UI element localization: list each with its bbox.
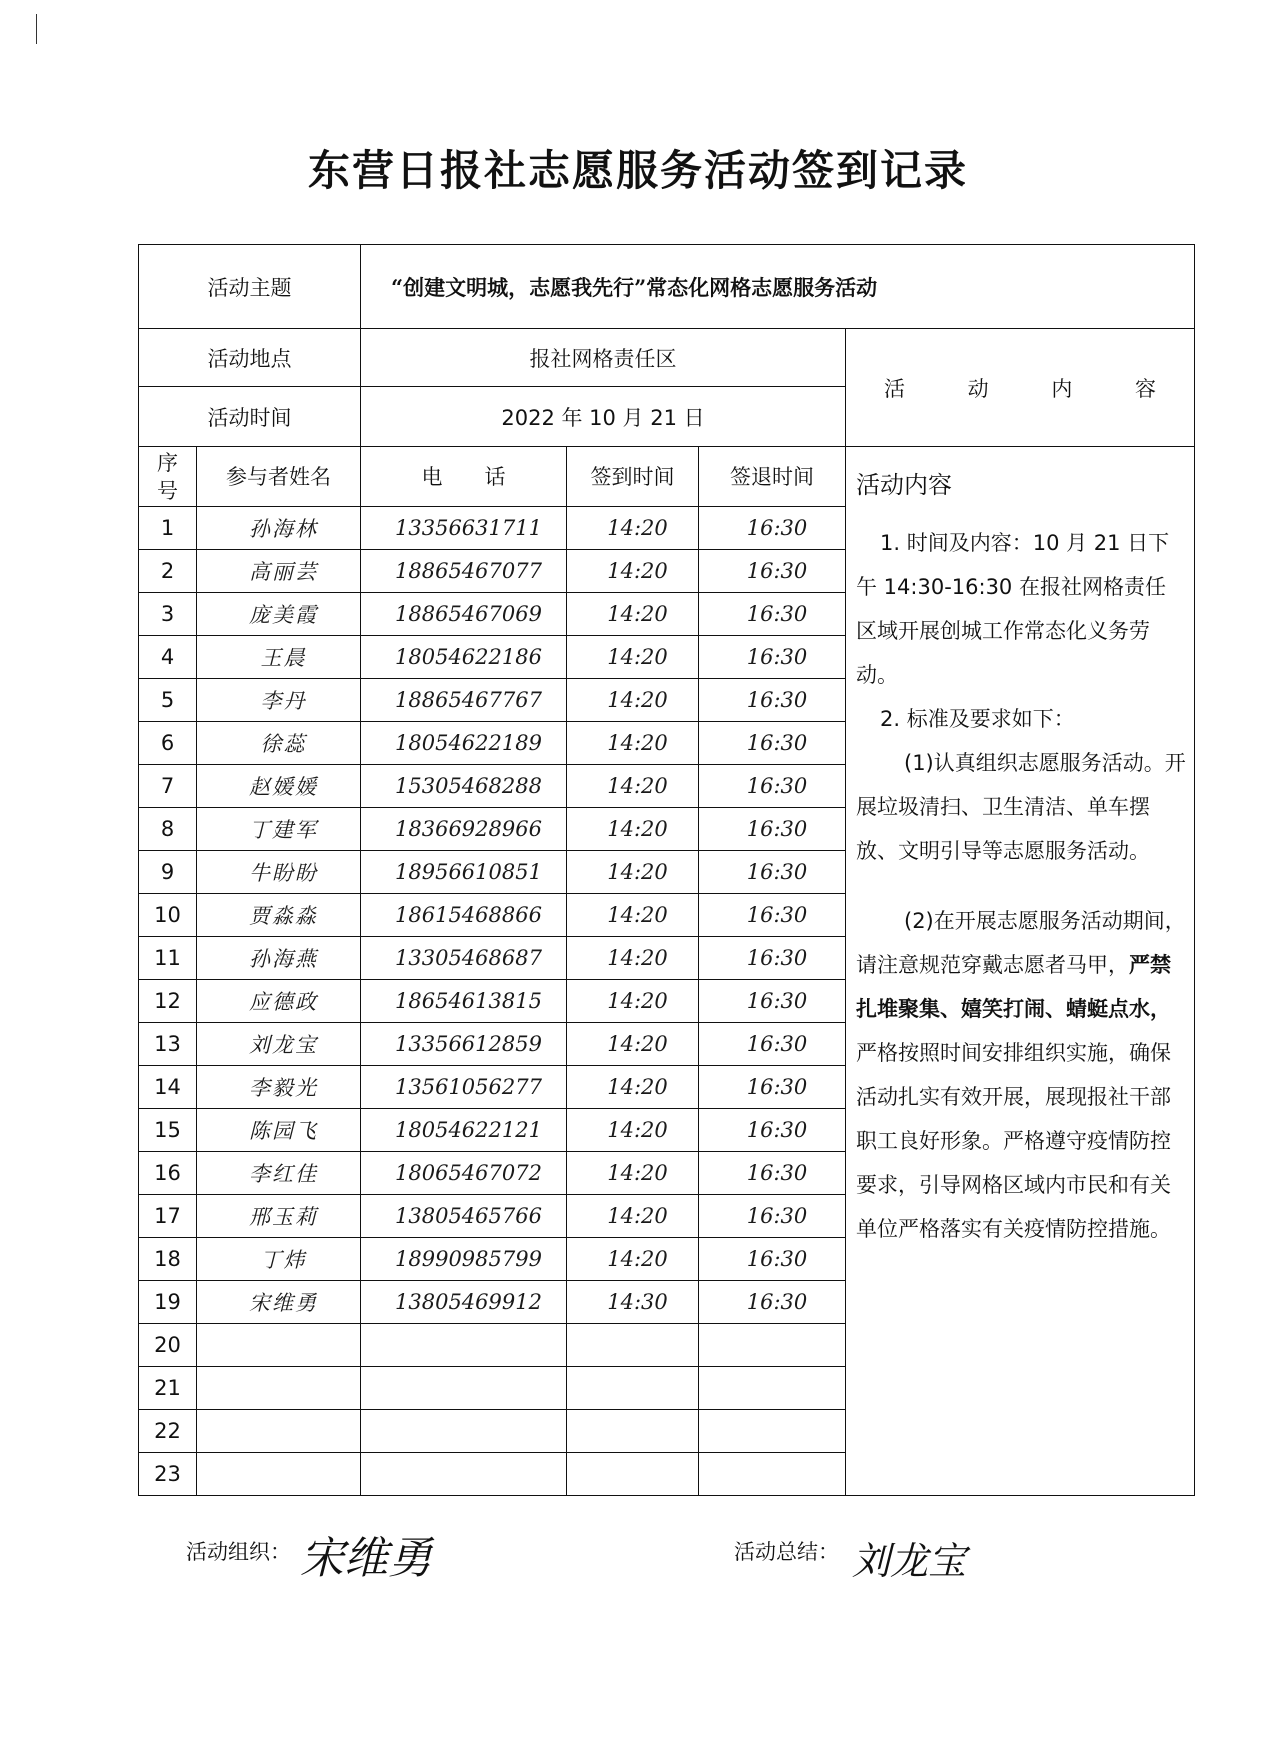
- row-checkin-cell: 14:20: [567, 1152, 699, 1195]
- row-name-cell: [197, 1410, 361, 1453]
- row-phone-cell: [361, 1410, 567, 1453]
- row-checkout-cell: [699, 1410, 846, 1453]
- row-checkout-cell: 16:30: [699, 1238, 846, 1281]
- row-checkin-cell: 14:20: [567, 808, 699, 851]
- organizer-signature: 宋维勇: [300, 1533, 432, 1584]
- row-seq-cell: 19: [139, 1281, 197, 1324]
- row-phone-cell: 18366928966: [361, 808, 567, 851]
- row-checkout-cell: 16:30: [699, 1023, 846, 1066]
- col-name-header: 参与者姓名: [197, 447, 361, 507]
- row-checkin-cell: [567, 1453, 699, 1496]
- content-paragraph-2: 2. 标准及要求如下：: [880, 707, 1075, 731]
- row-seq-cell: 18: [139, 1238, 197, 1281]
- content-paragraph-4: [856, 899, 1186, 1251]
- theme-value: “创建文明城，志愿我先行”常态化网格志愿服务活动: [361, 245, 1195, 329]
- row-seq-cell: 5: [139, 679, 197, 722]
- row-phone-cell: 15305468288: [361, 765, 567, 808]
- row-phone-cell: 13805465766: [361, 1195, 567, 1238]
- row-seq-cell: 17: [139, 1195, 197, 1238]
- row-name-cell: [197, 1453, 361, 1496]
- row-seq-cell: 16: [139, 1152, 197, 1195]
- row-checkin-cell: 14:20: [567, 1195, 699, 1238]
- row-name-cell: 李丹: [197, 679, 361, 722]
- theme-row: [139, 245, 1195, 329]
- summary-label: 活动总结：: [734, 1540, 839, 1564]
- theme-label: 活动主题: [139, 245, 361, 329]
- time-value: 2022 年 10 月 21 日: [361, 387, 846, 447]
- row-name-cell: [197, 1367, 361, 1410]
- row-name-cell: 牛盼盼: [197, 851, 361, 894]
- signin-table: [138, 244, 1195, 1496]
- row-seq-cell: 11: [139, 937, 197, 980]
- col-checkin-header: 签到时间: [567, 447, 699, 507]
- row-checkout-cell: 16:30: [699, 593, 846, 636]
- row-seq-cell: 20: [139, 1324, 197, 1367]
- row-checkin-cell: 14:20: [567, 722, 699, 765]
- row-checkin-cell: 14:20: [567, 1109, 699, 1152]
- row-checkout-cell: 16:30: [699, 550, 846, 593]
- row-checkin-cell: 14:20: [567, 636, 699, 679]
- location-label: 活动地点: [139, 329, 361, 387]
- row-phone-cell: 13805469912: [361, 1281, 567, 1324]
- row-checkout-cell: 16:30: [699, 980, 846, 1023]
- content-paragraph-4-bold: 严禁扎堆聚集、嬉笑打闹、蜻蜓点水，: [856, 952, 1171, 1021]
- row-phone-cell: [361, 1324, 567, 1367]
- row-seq-cell: 13: [139, 1023, 197, 1066]
- col-checkout-header: 签退时间: [699, 447, 846, 507]
- row-name-cell: 刘龙宝: [197, 1023, 361, 1066]
- row-checkout-cell: 16:30: [699, 679, 846, 722]
- row-name-cell: 丁建军: [197, 808, 361, 851]
- row-name-cell: [197, 1324, 361, 1367]
- page-title: 东营日报社志愿服务活动签到记录: [307, 146, 968, 195]
- row-checkout-cell: 16:30: [699, 1109, 846, 1152]
- row-checkin-cell: [567, 1410, 699, 1453]
- row-name-cell: 李红佳: [197, 1152, 361, 1195]
- row-phone-cell: 13356631711: [361, 507, 567, 550]
- row-checkin-cell: 14:20: [567, 507, 699, 550]
- column-header-row: [139, 447, 1195, 507]
- row-checkin-cell: 14:30: [567, 1281, 699, 1324]
- row-name-cell: 宋维勇: [197, 1281, 361, 1324]
- summary-signature: 刘龙宝: [852, 1539, 967, 1583]
- row-checkout-cell: 16:30: [699, 1152, 846, 1195]
- row-seq-cell: 22: [139, 1410, 197, 1453]
- row-checkout-cell: [699, 1453, 846, 1496]
- row-checkin-cell: 14:20: [567, 765, 699, 808]
- row-checkin-cell: 14:20: [567, 894, 699, 937]
- row-checkout-cell: [699, 1324, 846, 1367]
- row-checkout-cell: 16:30: [699, 808, 846, 851]
- row-checkout-cell: 16:30: [699, 1066, 846, 1109]
- row-phone-cell: [361, 1453, 567, 1496]
- activity-content: [846, 447, 1195, 1496]
- row-name-cell: 高丽芸: [197, 550, 361, 593]
- row-phone-cell: 18865467069: [361, 593, 567, 636]
- row-seq-cell: 1: [139, 507, 197, 550]
- row-checkin-cell: [567, 1367, 699, 1410]
- col-phone-header: 电 话: [361, 447, 567, 507]
- row-checkout-cell: 16:30: [699, 636, 846, 679]
- row-phone-cell: [361, 1367, 567, 1410]
- row-name-cell: 徐蕊: [197, 722, 361, 765]
- row-phone-cell: 18956610851: [361, 851, 567, 894]
- row-checkin-cell: 14:20: [567, 937, 699, 980]
- row-phone-cell: 18615468866: [361, 894, 567, 937]
- row-checkout-cell: 16:30: [699, 937, 846, 980]
- row-phone-cell: 18054622186: [361, 636, 567, 679]
- content-paragraph-3: (1)认真组织志愿服务活动。开展垃圾清扫、卫生清洁、单车摆放、文明引导等志愿服务活动。: [856, 751, 1186, 863]
- row-seq-cell: 10: [139, 894, 197, 937]
- row-checkout-cell: 16:30: [699, 851, 846, 894]
- scan-corner-mark: [36, 14, 37, 44]
- row-checkout-cell: [699, 1367, 846, 1410]
- row-phone-cell: 18654613815: [361, 980, 567, 1023]
- row-phone-cell: 18865467767: [361, 679, 567, 722]
- row-seq-cell: 23: [139, 1453, 197, 1496]
- row-seq-cell: 8: [139, 808, 197, 851]
- row-name-cell: 陈园飞: [197, 1109, 361, 1152]
- row-seq-cell: 7: [139, 765, 197, 808]
- col-seq-header: 序号: [139, 447, 197, 507]
- row-seq-cell: 4: [139, 636, 197, 679]
- row-phone-cell: 18865467077: [361, 550, 567, 593]
- time-label: 活动时间: [139, 387, 361, 447]
- row-seq-cell: 21: [139, 1367, 197, 1410]
- row-name-cell: 李毅光: [197, 1066, 361, 1109]
- row-checkin-cell: 14:20: [567, 851, 699, 894]
- location-row: [139, 329, 1195, 387]
- row-seq-cell: 6: [139, 722, 197, 765]
- row-phone-cell: 18054622121: [361, 1109, 567, 1152]
- row-seq-cell: 2: [139, 550, 197, 593]
- row-phone-cell: 18065467072: [361, 1152, 567, 1195]
- row-seq-cell: 9: [139, 851, 197, 894]
- row-phone-cell: 13356612859: [361, 1023, 567, 1066]
- row-seq-cell: 14: [139, 1066, 197, 1109]
- row-phone-cell: 13561056277: [361, 1066, 567, 1109]
- row-checkout-cell: 16:30: [699, 894, 846, 937]
- row-phone-cell: 18990985799: [361, 1238, 567, 1281]
- row-checkout-cell: 16:30: [699, 722, 846, 765]
- row-name-cell: 王晨: [197, 636, 361, 679]
- row-name-cell: 赵媛媛: [197, 765, 361, 808]
- row-checkin-cell: 14:20: [567, 1023, 699, 1066]
- organizer-label: 活动组织：: [186, 1540, 291, 1564]
- row-name-cell: 贾淼淼: [197, 894, 361, 937]
- content-paragraph-1: 1. 时间及内容：10 月 21 日下午 14:30-16:30 在报社网格责任区域开展创城工作常态化义务劳动。: [856, 531, 1170, 687]
- location-value: 报社网格责任区: [361, 329, 846, 387]
- row-checkout-cell: 16:30: [699, 1195, 846, 1238]
- content-paragraph-4c: 严格按照时间安排组织实施，确保活动扎实有效开展，展现报社干部职工良好形象。严格遵守疫情防控要求，引导网格区域内市民和有关单位严格落实有关疫情防控措施。: [856, 1041, 1171, 1241]
- row-checkin-cell: 14:20: [567, 1238, 699, 1281]
- row-phone-cell: 13305468687: [361, 937, 567, 980]
- content-title: 活动内容: [856, 471, 952, 499]
- content-header: 活 动 内 容: [846, 329, 1195, 447]
- row-name-cell: 应德政: [197, 980, 361, 1023]
- row-checkin-cell: 14:20: [567, 593, 699, 636]
- row-seq-cell: 12: [139, 980, 197, 1023]
- row-checkin-cell: 14:20: [567, 1066, 699, 1109]
- row-seq-cell: 15: [139, 1109, 197, 1152]
- content-paragraph-4a: (2)在开展志愿服务活动期间，请注意规范穿戴志愿者马甲，: [856, 909, 1186, 977]
- row-seq-cell: 3: [139, 593, 197, 636]
- row-name-cell: 孙海燕: [197, 937, 361, 980]
- row-checkout-cell: 16:30: [699, 765, 846, 808]
- row-name-cell: 丁炜: [197, 1238, 361, 1281]
- row-checkout-cell: 16:30: [699, 1281, 846, 1324]
- row-checkin-cell: 14:20: [567, 550, 699, 593]
- row-phone-cell: 18054622189: [361, 722, 567, 765]
- row-checkin-cell: 14:20: [567, 679, 699, 722]
- row-checkin-cell: 14:20: [567, 980, 699, 1023]
- row-checkin-cell: [567, 1324, 699, 1367]
- row-name-cell: 孙海林: [197, 507, 361, 550]
- row-checkout-cell: 16:30: [699, 507, 846, 550]
- row-name-cell: 邢玉莉: [197, 1195, 361, 1238]
- row-name-cell: 庞美霞: [197, 593, 361, 636]
